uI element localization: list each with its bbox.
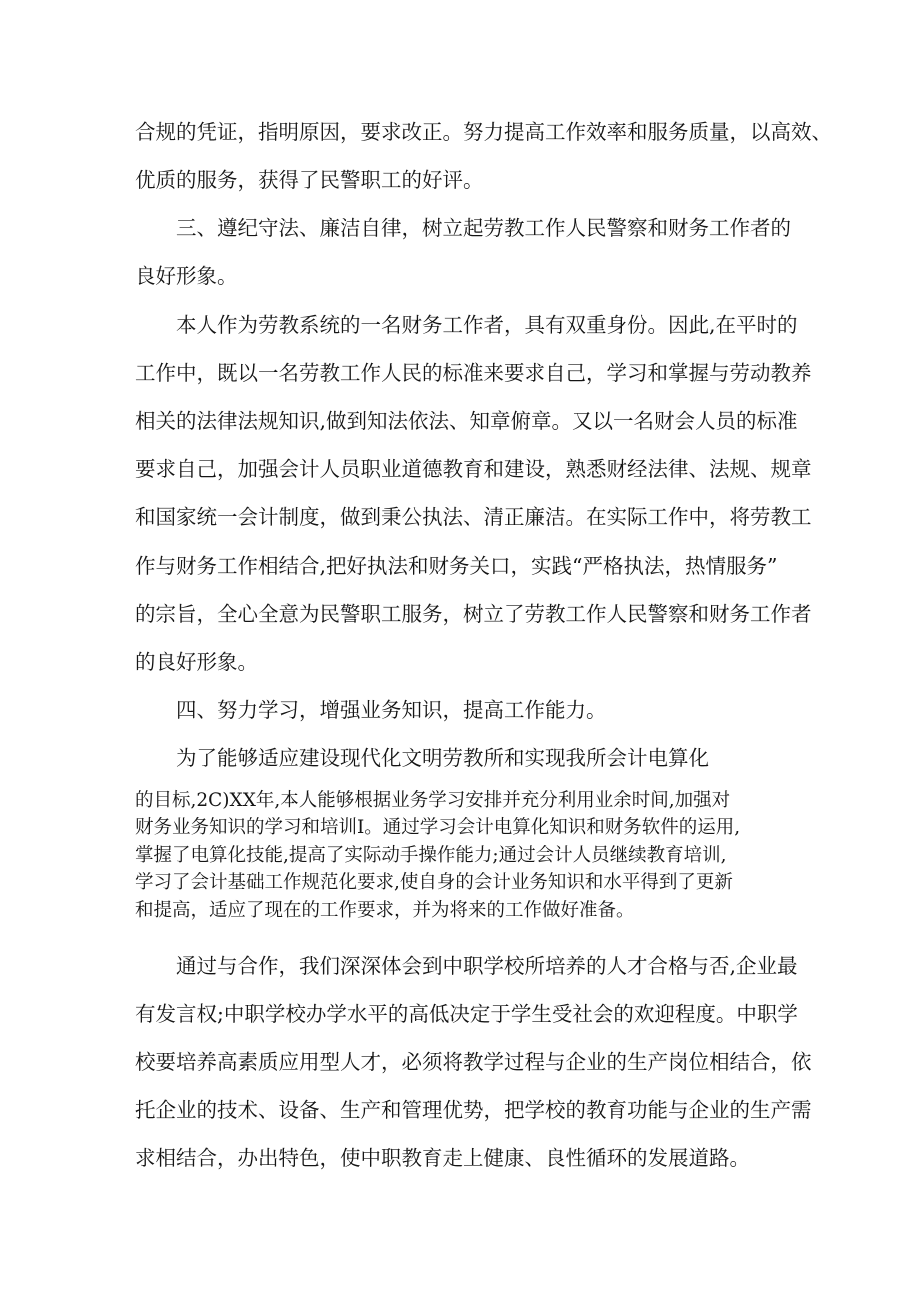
text-line: 要求自己，加强会计人员职业道德教育和建设，熟悉财经法律、法规、规章 [135,457,812,481]
text-line: 掌握了电算化技能,提高了实际动手操作能力;通过会计人员继续教育培训, [135,845,727,866]
text-line: 相关的法律法规知识,做到知法依法、知章俯章。又以一名财会人员的标准 [135,409,798,433]
text-line: 学习了会计基础工作规范化要求,使自身的会计业务知识和水平得到了更新 [135,872,733,893]
text-line: 托企业的技术、设备、生产和管理优势，把学校的教育功能与企业的生产需 [135,1098,812,1122]
text-line: 和提高，适应了现在的工作要求，并为将来的工作做好准备。 [135,900,635,921]
heading-line: 四、努力学习，增强业务知识，提高工作能力。 [176,698,607,722]
text-line: 合规的凭证，指明原因，要求改正。努力提高工作效率和服务质量，以高效、 [135,120,832,144]
text-line: 校要培养高素质应用型人才，必须将教学过程与企业的生产岗位相结合，依 [135,1050,812,1074]
text-line: 工作中，既以一名劳教工作人民的标准来要求自己，学习和掌握与劳动教养 [135,361,812,385]
heading-line: 三、遵纪守法、廉洁自律，树立起劳教工作人民警察和财务工作者的 [176,216,791,240]
text-line: 财务业务知识的学习和培训I。通过学习会计电算化知识和财务软件的运用, [135,817,741,838]
text-line: 良好形象。 [135,264,238,288]
text-line: 本人作为劳教系统的一名财务工作者，具有双重身份。因此,在平时的 [176,313,798,337]
text-line: 作与财务工作相结合,把好执法和财务关口，实践“严格执法，热情服务” [135,554,778,578]
text-line: 的宗旨，全心全意为民警职工服务，树立了劳教工作人民警察和财务工作者 [135,602,812,626]
text-line: 优质的服务，获得了民警职工的好评。 [135,168,484,192]
text-line: 的良好形象。 [135,650,258,674]
text-line: 的目标,2C)XX年,本人能够根据业务学习安排并充分利用业余时间,加强对 [135,790,731,811]
text-line: 和国家统一会计制度，做到秉公执法、清正廉洁。在实际工作中，将劳教工 [135,505,812,529]
text-line: 为了能够适应建设现代化文明劳教所和实现我所会计电算化 [176,746,709,770]
text-line: 有发言权;中职学校办学水平的高低决定于学生受社会的欢迎程度。中职学 [135,1002,798,1026]
text-line: 通过与合作，我们深深体会到中职学校所培养的人才合格与否,企业最 [176,954,798,978]
text-line: 求相结合，办出特色，使中职教育走上健康、良性循环的发展道路。 [135,1146,750,1170]
